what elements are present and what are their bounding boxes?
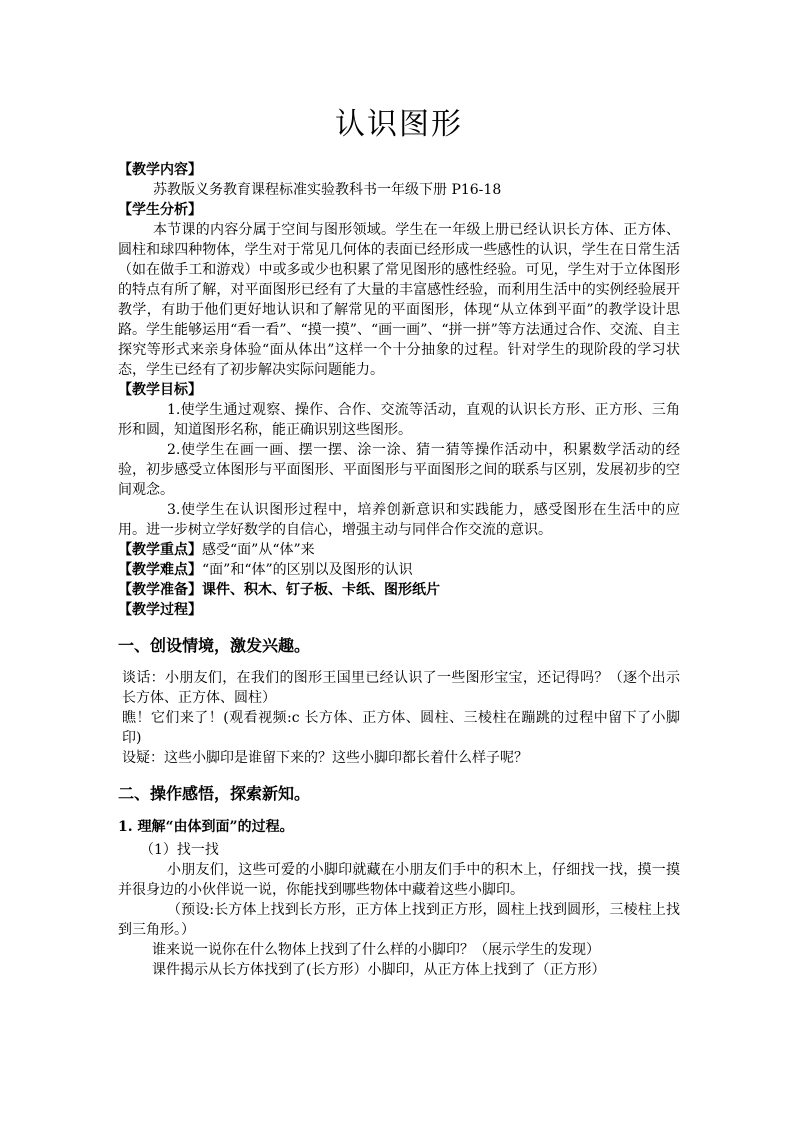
goal-item: 1.使学生通过观察、操作、合作、交流等活动，直观的认识长方形、正方形、三角形和圆，知道图形名称，能正确识别这些图形。	[118, 402, 680, 438]
section-key-point	[118, 540, 680, 560]
key-text: 感受“面”从“体”来	[202, 542, 315, 558]
difficulty-label: 【教学难点】	[118, 562, 202, 578]
analysis-text: 本节课的内容分属于空间与图形领域。学生在一年级上册已经认识长方体、正方体、圆柱和球四种物体，学生对于常见几何体的表面已经形成一些感性的认识，学生在日常生活（如在做手工和游戏）中或多或少也积累了常见图形的感性经验。可见，学生对于立体图形的特点有所了解，对平面图形已经有了大量的丰富感性经验，而利用生活中的实例经验展开教学，有助于他们更好地认识和了解常见的平面图形，体现“从立体到平面”的教学设计思路。学生能够运用“看一看”、“摸一摸”、“画一画”、“拼一拼”等方法通过合作、交流、自主探究等形式来亲身体验“面从体出”这样一个十分抽象的过程。针对学生的现阶段的学习状态，学生已经有了初步解决实际问题能力。	[118, 222, 680, 378]
part2-subheading: 1. 理解“由体到面”的过程。	[118, 819, 294, 835]
section-process-label: 【教学过程】	[118, 602, 202, 618]
difficulty-text: “面”和“体”的区别以及图形的认识	[202, 562, 413, 578]
part2-paragraph: 谁来说一说你在什么物体上找到了什么样的小脚印？（展示学生的发现）	[152, 942, 600, 958]
part2-paragraph: 小朋友们，这些可爱的小脚印就藏在小朋友们手中的积木上，仔细找一找，摸一摸并很身边的小伙伴说一说，你能找到哪些物体中藏着这些小脚印。	[118, 862, 680, 898]
key-label: 【教学重点】	[118, 542, 202, 558]
section-prep	[118, 580, 680, 600]
goal-item: 3.使学生在认识图形过程中，培养创新意识和实践能力，感受图形在生活中的应用。进一步树立学好数学的自信心，增强主动与同伴合作交流的意识。	[118, 502, 680, 538]
part1-line: 谈话：小朋友们，在我们的图形王国里已经认识了一些图形宝宝，还记得吗？（逐个出示长方体、正方体、圆柱）	[122, 670, 680, 706]
goal-item: 2.使学生在画一画、摆一摆、涂一涂、猜一猜等操作活动中，积累数学活动的经验，初步感受立体图形与平面图形、平面图形与平面图形之间的联系与区别，发展初步的空间观念。	[118, 442, 680, 498]
document-title: 认识图形	[335, 107, 463, 142]
prep-label: 【教学准备】	[118, 582, 202, 598]
section-difficulty	[118, 560, 680, 580]
document-page	[118, 100, 680, 980]
prep-text: 课件、积木、钉子板、卡纸、图形纸片	[202, 582, 440, 598]
section-content-label: 【教学内容】	[118, 162, 202, 178]
part1-line: 瞧！它们来了！(观看视频:c 长方体、正方体、圆柱、三棱柱在蹦跳的过程中留下了小脚印)	[122, 710, 680, 746]
content-text: 苏教版义务教育课程标准实验教科书一年级下册 P16-18	[153, 182, 502, 198]
part2-step: （1）找一找	[140, 842, 219, 858]
part2-paragraph: （预设:长方体上找到长方形，正方体上找到正方形，圆柱上找到圆形，三棱柱上找到三角形。）	[118, 902, 680, 938]
part2-paragraph: 课件揭示从长方体找到了(长方形）小脚印，从正方体上找到了（正方形）	[152, 962, 606, 978]
section-goals-label: 【教学目标】	[118, 382, 202, 398]
part2-heading: 二、操作感悟，探索新知。	[118, 784, 311, 803]
part1-heading: 一、创设情境，激发兴趣。	[118, 636, 311, 655]
section-analysis-label: 【学生分析】	[118, 202, 202, 218]
part1-line: 设疑：这些小脚印是谁留下来的？这些小脚印都长着什么样子呢？	[122, 750, 528, 766]
